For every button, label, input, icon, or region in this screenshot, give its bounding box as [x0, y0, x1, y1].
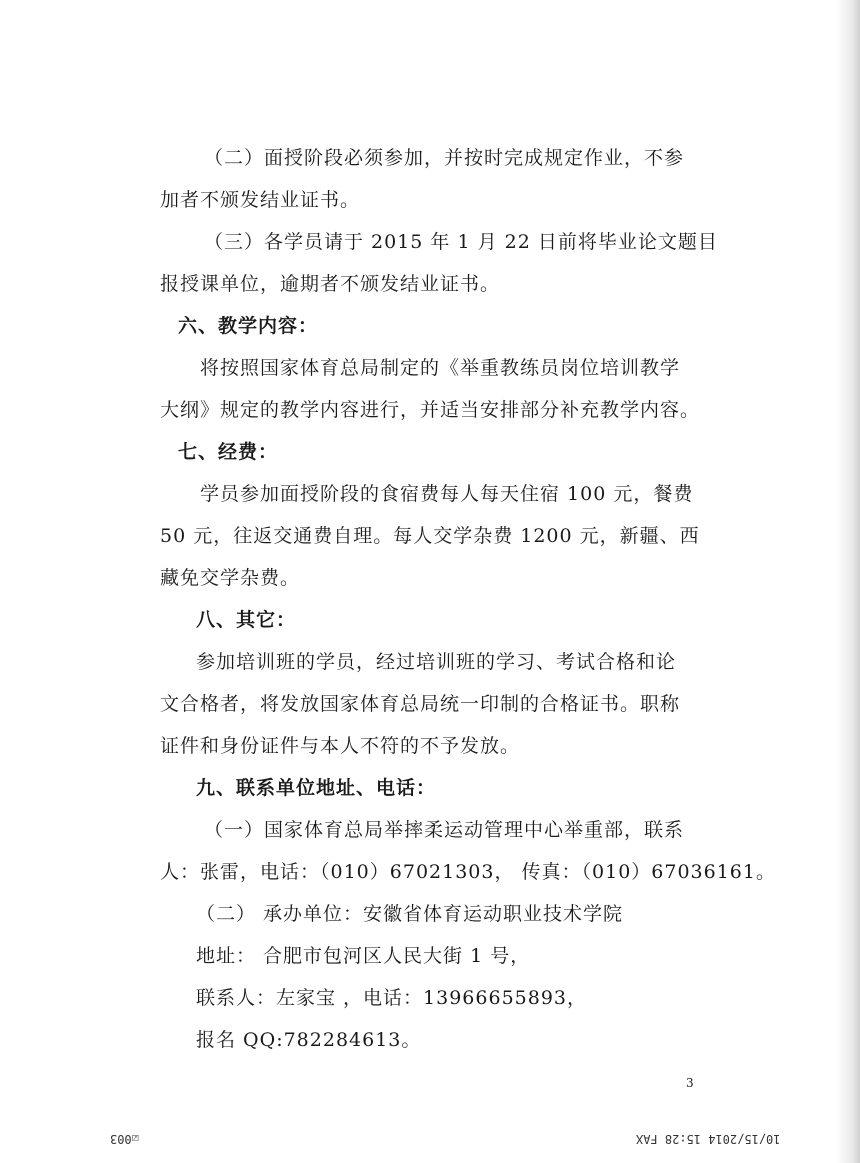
contact-person: 联系人：左家宝 ，电话：13966655893，: [196, 987, 588, 1009]
contact-line-1: （一）国家体育总局举摔柔运动管理中心举重部，联系: [204, 819, 685, 841]
paragraph-line-4: 报授课单位，逾期者不颁发结业证书。: [160, 273, 501, 295]
contact-line-2: 人：张雷，电话：（010）67021303， 传真：（010）67036161。: [160, 861, 776, 883]
paragraph-line-14: 文合格者，将发放国家体育总局统一印制的合格证书。职称: [160, 693, 681, 715]
page-number: 3: [686, 1076, 694, 1090]
paragraph-line-7: 大纲》规定的教学内容进行，并适当安排部分补充教学内容。: [160, 399, 701, 421]
contact-address: 地址： 合肥市包河区人民大街 1 号，: [196, 945, 531, 967]
section-heading-8: 八、其它：: [196, 609, 297, 631]
fax-page-counter: ☑003: [110, 1132, 139, 1146]
paragraph-line-13: 参加培训班的学员，经过培训班的学习、考试合格和论: [196, 651, 677, 673]
contact-line-3: （二） 承办单位：安徽省体育运动职业技术学院: [196, 903, 624, 925]
fax-header-timestamp: 10/15/2014 15:28 FAX: [636, 1132, 781, 1146]
paragraph-line-3: （三）各学员请于 2015 年 1 月 22 日前将毕业论文题目: [204, 231, 718, 253]
section-heading-6: 六、教学内容：: [178, 315, 319, 337]
paragraph-line-15: 证件和身份证件与本人不符的不予发放。: [160, 735, 521, 757]
section-heading-9: 九、联系单位地址、电话：: [196, 777, 437, 799]
paragraph-line-9: 学员参加面授阶段的食宿费每人每天住宿 100 元，餐费: [200, 483, 694, 505]
paragraph-line-1: （二）面授阶段必须参加，并按时完成规定作业，不参: [204, 147, 685, 169]
paragraph-line-6: 将按照国家体育总局制定的《举重教练员岗位培训教学: [200, 357, 681, 379]
scan-edge-shadow: [836, 0, 860, 1163]
paragraph-line-2: 加者不颁发结业证书。: [160, 189, 361, 211]
paragraph-line-10: 50 元，往返交通费自理。每人交学杂费 1200 元，新疆、西: [160, 525, 700, 547]
paragraph-line-11: 藏免交学杂费。: [160, 567, 301, 589]
contact-qq: 报名 QQ:782284613。: [196, 1029, 422, 1051]
section-heading-7: 七、经费：: [178, 441, 279, 463]
